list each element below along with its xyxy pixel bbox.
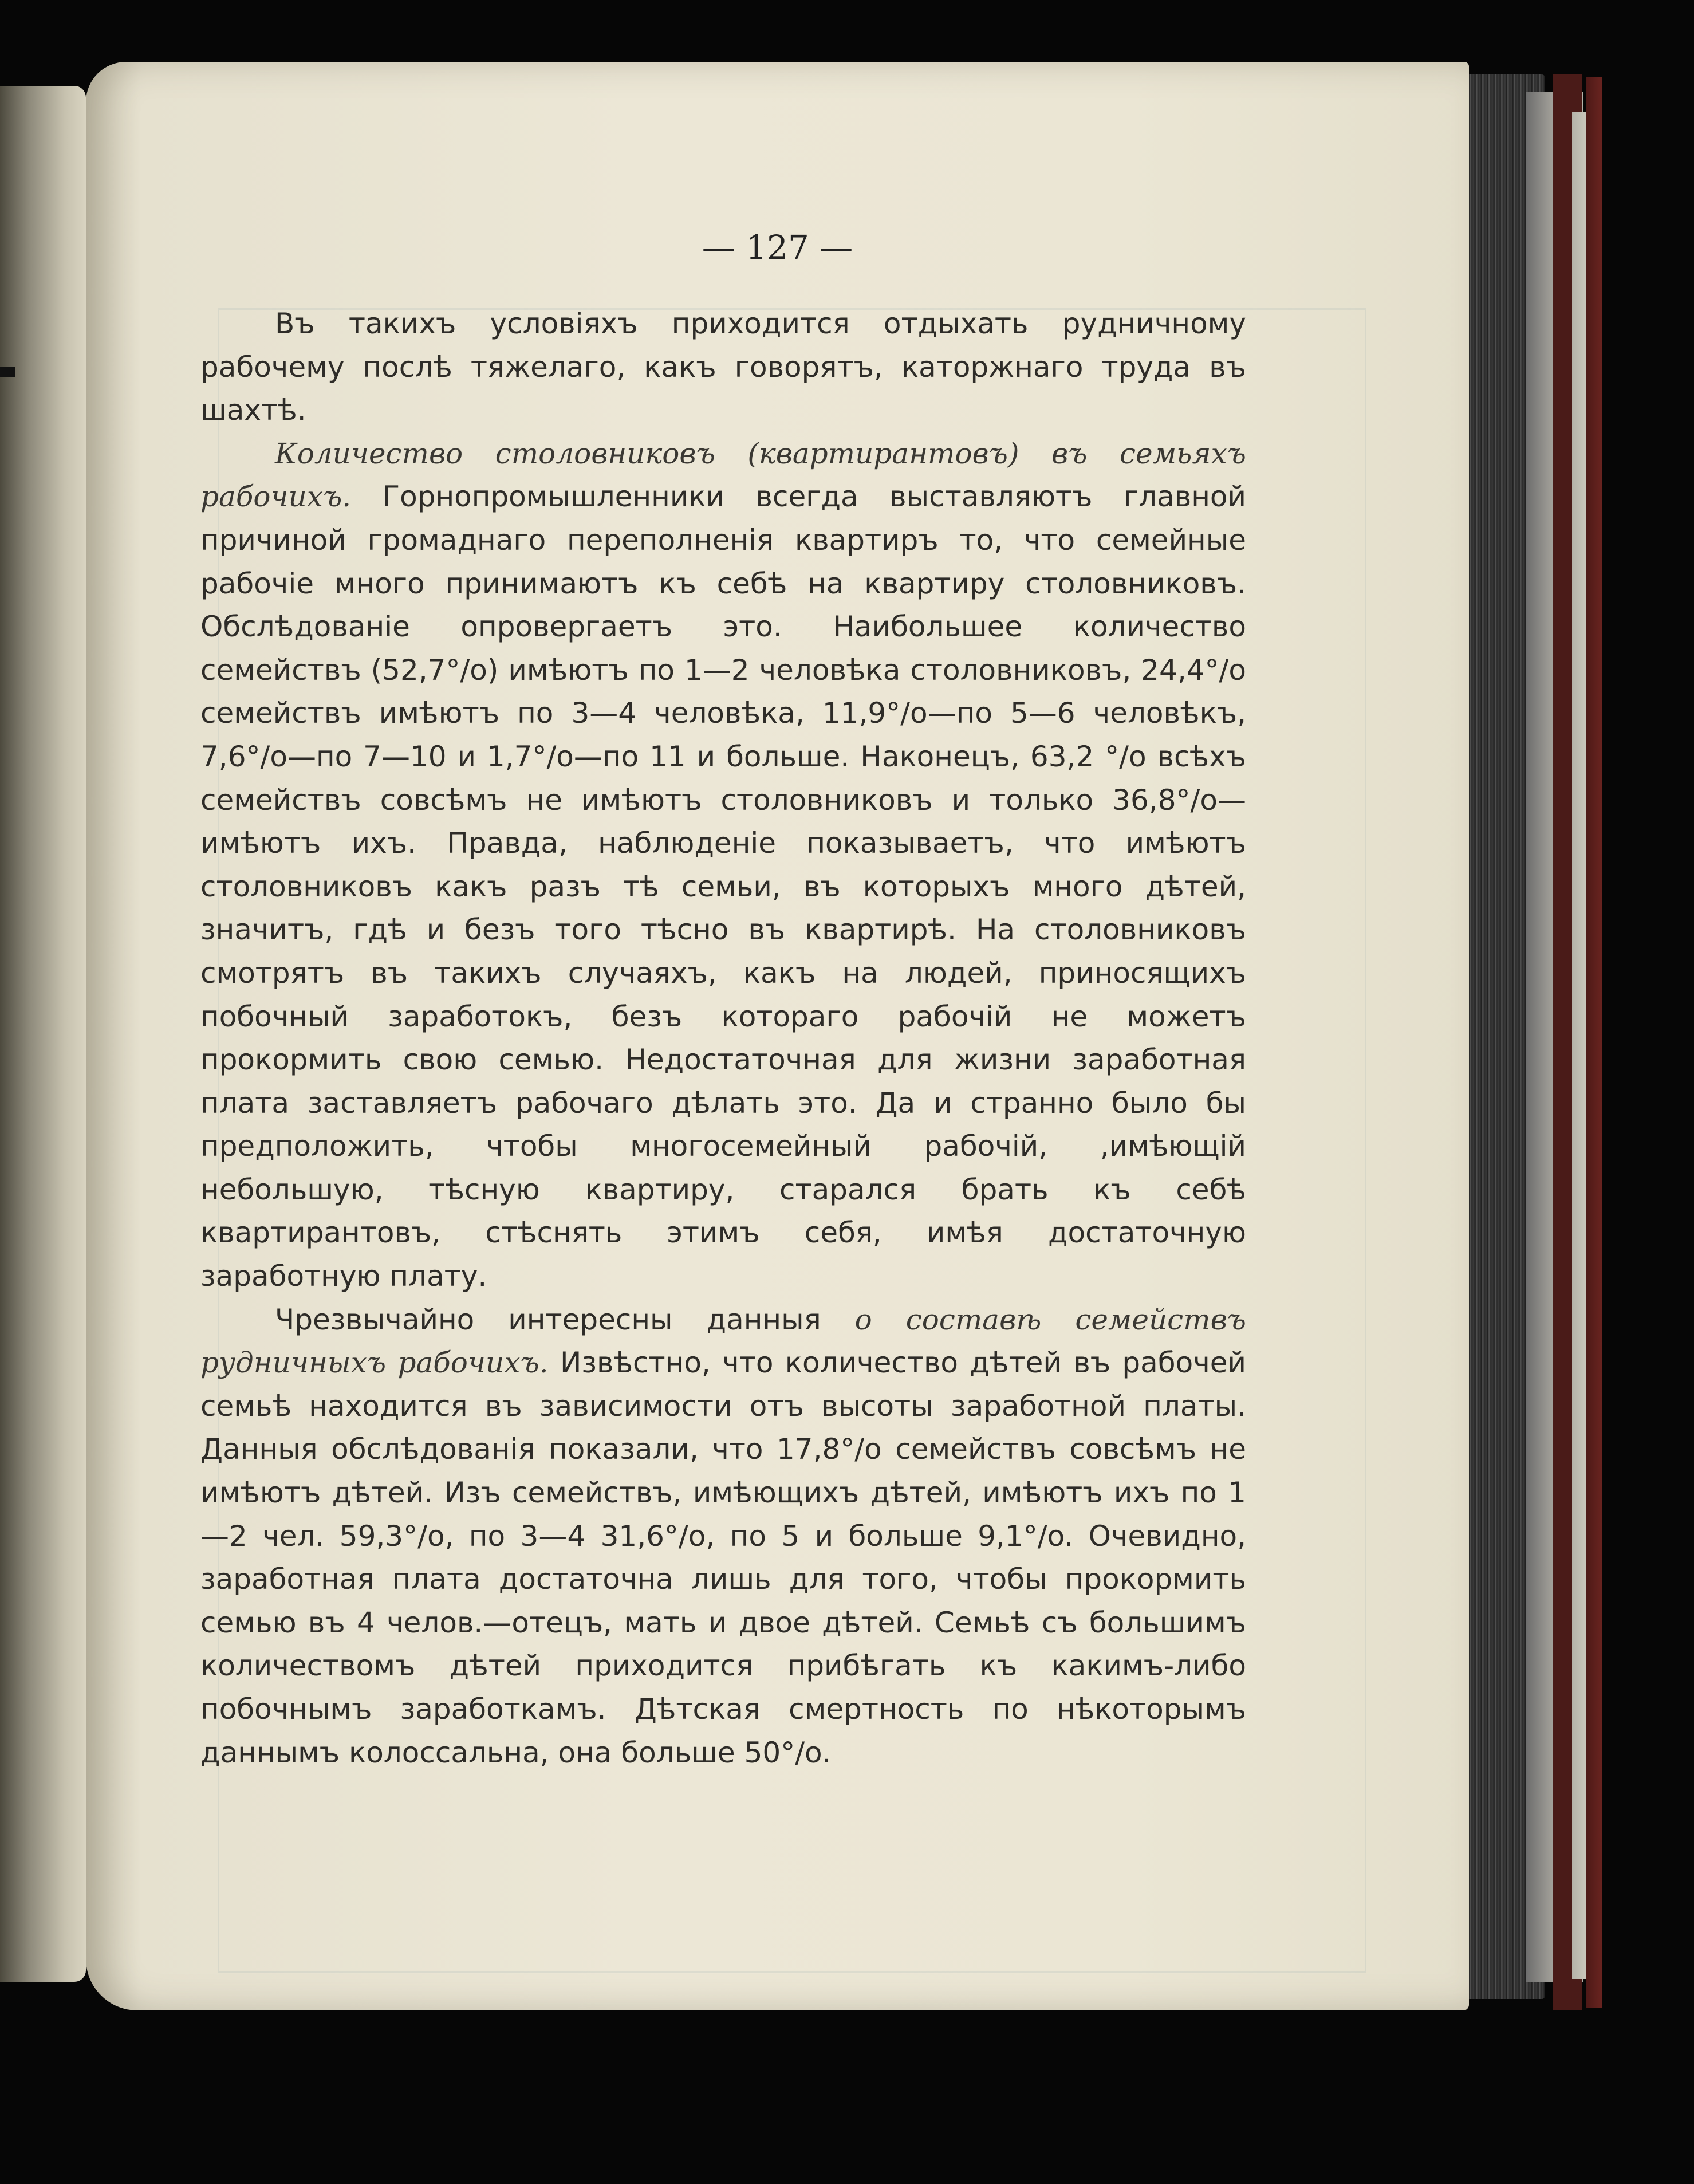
- page-number: — 127 —: [702, 228, 853, 267]
- left-margin-mark: [0, 367, 15, 377]
- italic-run: о составѣ семействъ рудничныхъ рабочихъ.: [200, 1302, 1246, 1380]
- text-run: Извѣстно, что количество дѣтей въ рабочей семьѣ находится въ зависимости отъ высоты заработной платы. Данныя обслѣдованія показали, что 17,8°/o семействъ совсѣмъ не имѣютъ дѣтей. Изъ семействъ, имѣющихъ дѣтей, имѣютъ ихъ по 1—2 чел. 59,3°/o, по 3—4 31,6°/o, по 5 и больше 9,1°/o. Очевидно, заработная плата достаточна лишь для того, чтобы прокормить семью въ 4 челов.—отецъ, мать и двое дѣтей. Семьѣ съ большимъ количествомъ дѣтей приходится прибѣгать къ какимъ-либо побочнымъ заработкамъ. Дѣтская смертность по нѣкоторымъ даннымъ колоссальна, она больше 50°/o.: [200, 1346, 1246, 1769]
- text-run: Горнопромышленники всегда выставляютъ главной причиной громаднаго переполненія квартиръ то, что семейные рабочіе много принимаютъ къ себѣ на квартиру столовниковъ. Обслѣдованіе опровергаетъ это. Наибольшее количество семействъ (52,7°/o) имѣютъ по 1—2 человѣка столовниковъ, 24,4°/o семействъ имѣютъ по 3—4 человѣка, 11,9°/o—по 5—6 человѣкъ, 7,6°/o—по 7—10 и 1,7°/o—по 11 и больше. Наконецъ, 63,2 °/o всѣхъ семействъ совсѣмъ не имѣютъ столовниковъ и только 36,8°/o—имѣютъ ихъ. Правда, наблюденіе показываетъ, что имѣютъ столовниковъ какъ разъ тѣ семьи, въ которыхъ много дѣтей, значитъ, гдѣ и безъ того тѣсно въ квартирѣ. На столовниковъ смотрятъ въ такихъ случаяхъ, какъ на людей, приносящихъ побочный заработокъ, безъ котораго рабочій не можетъ прокормить свою семью. Недостаточная для жизни заработная плата заставляетъ рабочаго дѣлать это. Да и странно было бы предположить, чтобы многосемейный рабочій, ,имѣющій небольшую, тѣсную квартиру, старался брать къ себѣ квартирантовъ, стѣснять этимъ себя, имѣя достаточную заработную плату.: [200, 480, 1246, 1293]
- paragraph: [200, 1298, 1246, 1775]
- text-run: Въ такихъ условіяхъ приходится отдыхать рудничному рабочему послѣ тяжелаго, какъ говорятъ, каторжнаго труда въ шахтѣ.: [200, 307, 1246, 427]
- page-text: [200, 302, 1246, 1774]
- paragraph: [200, 302, 1246, 432]
- italic-run: Количество столовниковъ (квартирантовъ) въ семьяхъ рабочихъ.: [200, 436, 1246, 514]
- paragraph: [200, 432, 1246, 1298]
- text-run: Чрезвычайно интересны данныя: [275, 1302, 855, 1336]
- book-page: [86, 62, 1469, 2010]
- book-cover: [1586, 77, 1602, 2008]
